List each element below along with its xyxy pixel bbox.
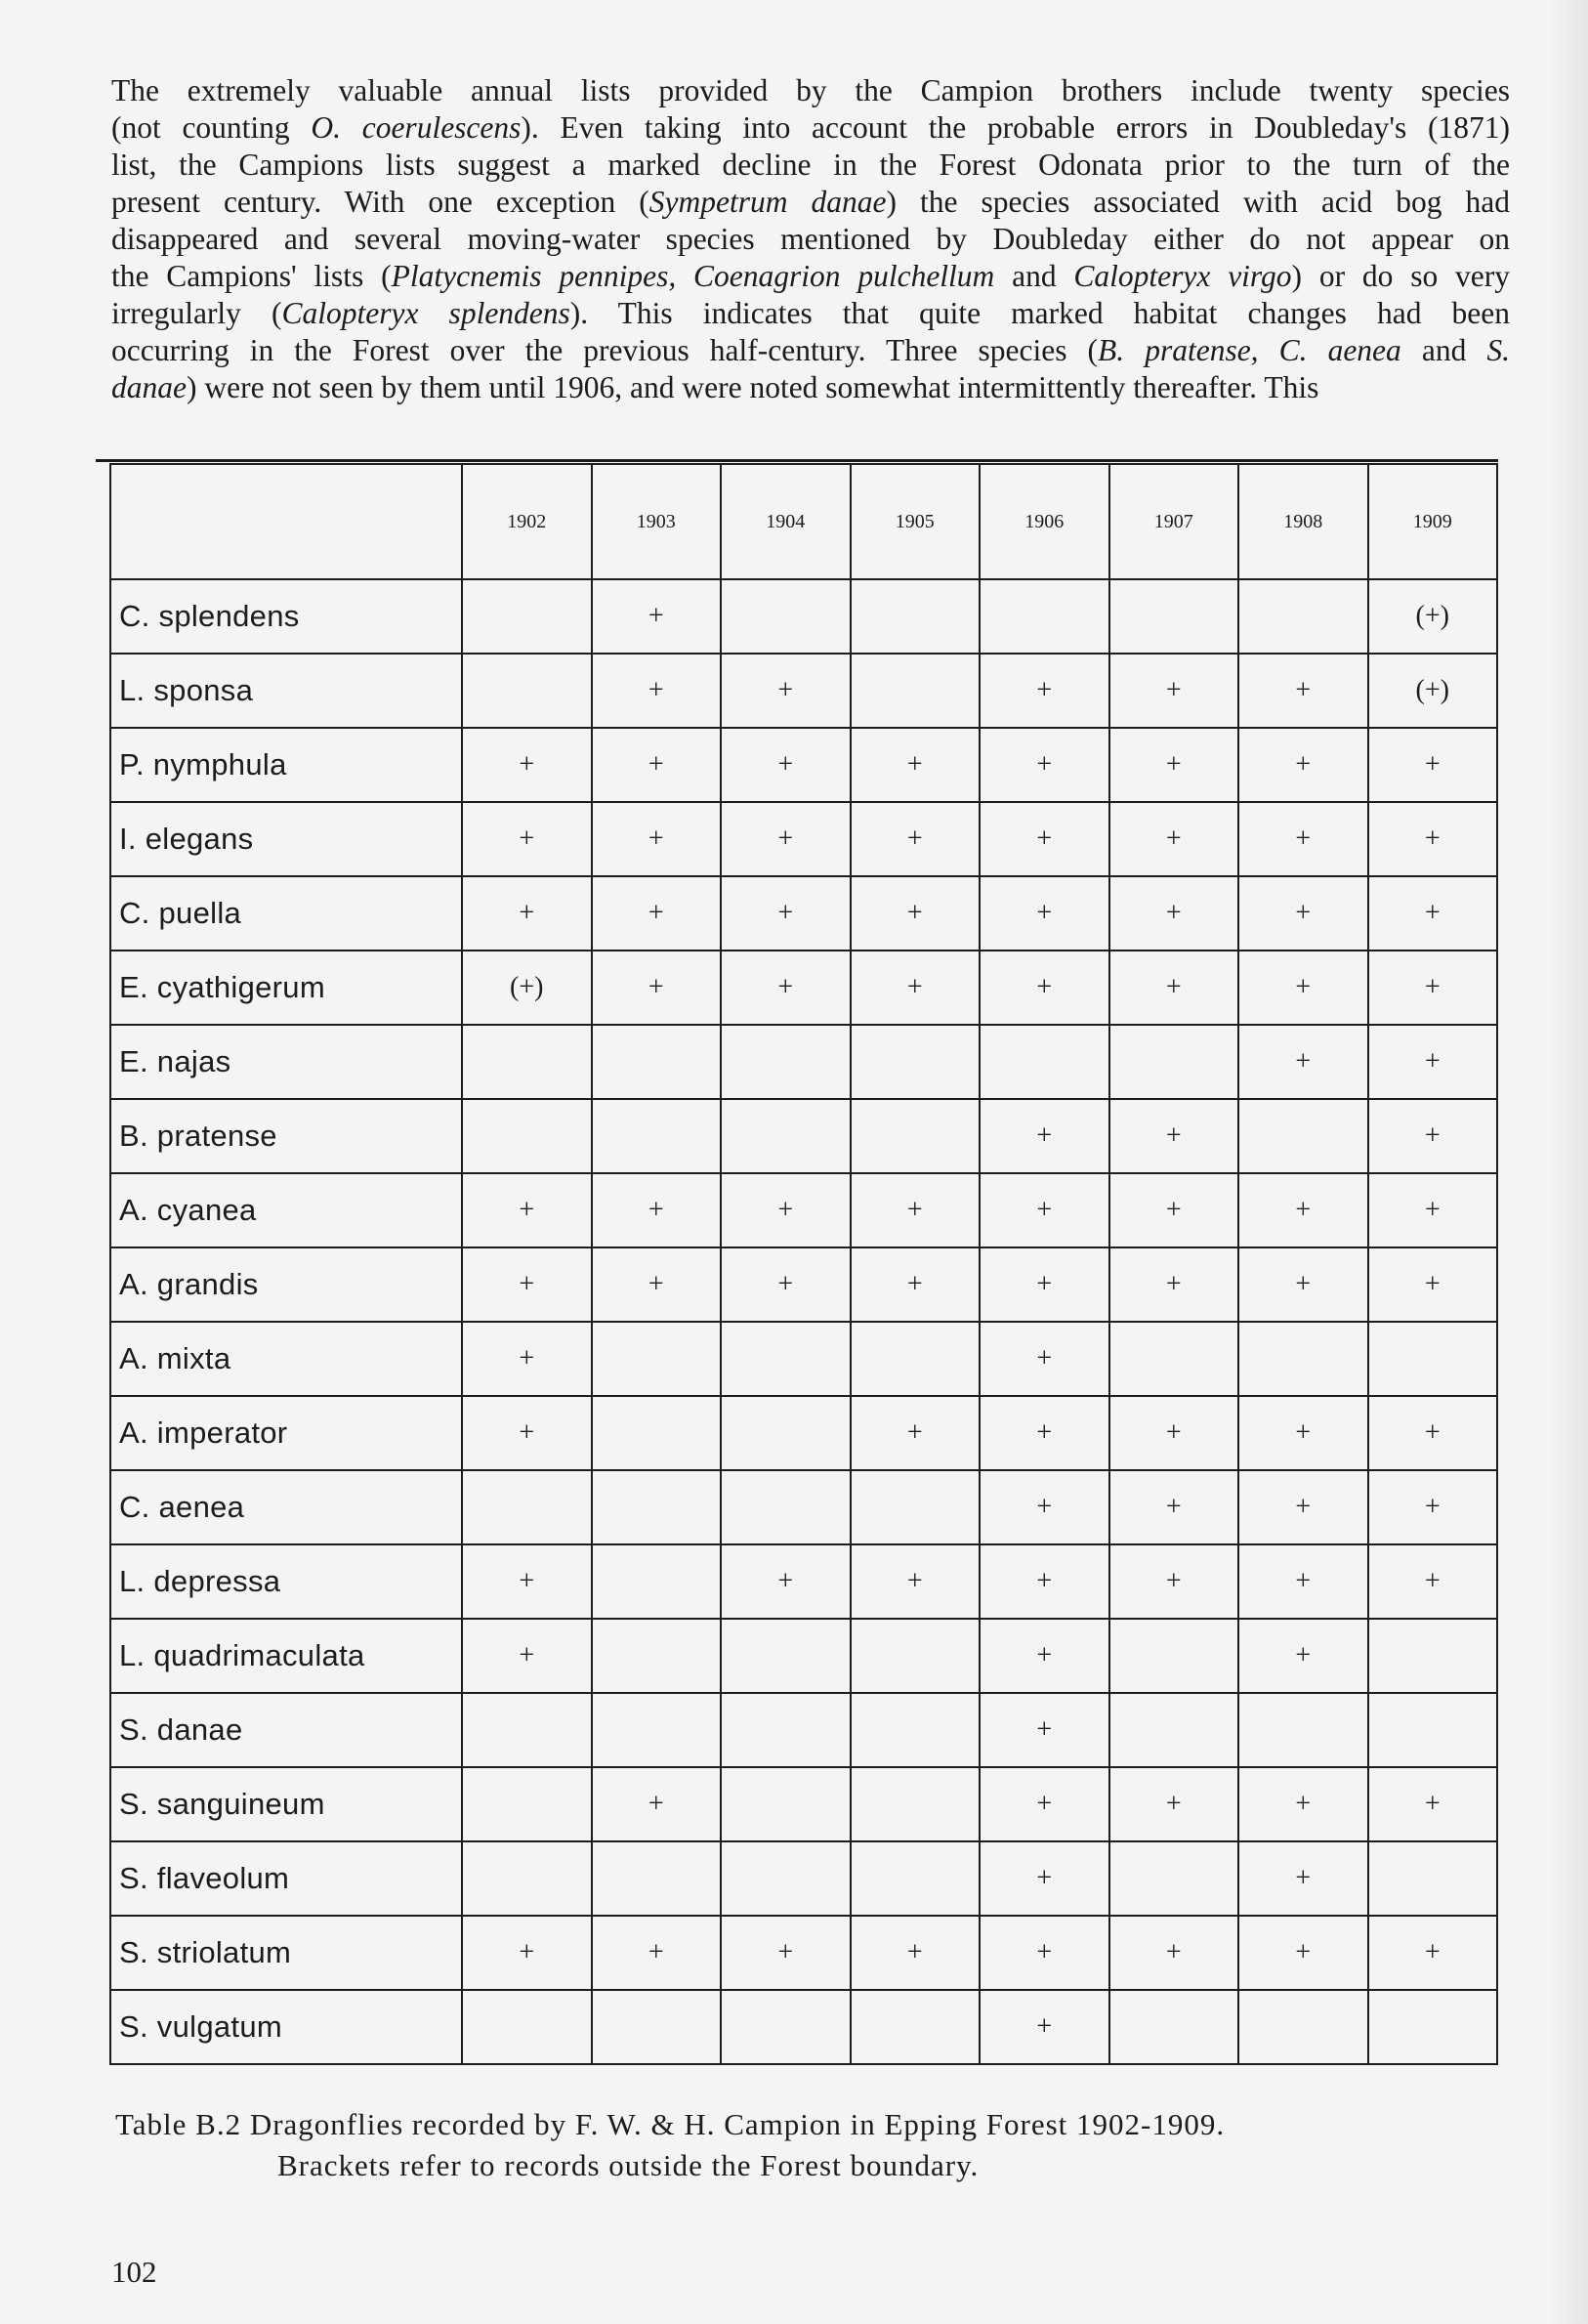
table-row	[110, 1916, 1497, 1990]
record-cell	[592, 1693, 722, 1767]
record-cell: +	[1109, 1173, 1239, 1247]
table-row	[110, 1322, 1497, 1396]
record-cell	[1238, 1099, 1368, 1173]
record-cell	[1368, 1619, 1498, 1693]
record-cell: +	[1109, 728, 1239, 802]
record-cell: +	[721, 1916, 851, 1990]
record-cell	[851, 1322, 981, 1396]
record-cell: +	[1238, 1767, 1368, 1841]
record-cell: +	[1238, 1841, 1368, 1916]
record-cell: +	[1109, 654, 1239, 728]
record-cell	[980, 579, 1109, 654]
record-cell	[462, 579, 592, 654]
record-cell	[462, 1470, 592, 1544]
record-cell: +	[462, 1322, 592, 1396]
record-cell: +	[1109, 1544, 1239, 1619]
record-cell: +	[1238, 1025, 1368, 1099]
record-cell: +	[462, 802, 592, 876]
record-cell: +	[980, 1099, 1109, 1173]
record-cell	[592, 1470, 722, 1544]
record-cell: +	[980, 951, 1109, 1025]
species-name: L. depressa	[110, 1544, 462, 1619]
body-paragraph	[111, 72, 1510, 406]
record-cell: +	[980, 1470, 1109, 1544]
record-cell	[721, 1990, 851, 2064]
record-cell: +	[1368, 1247, 1498, 1322]
header-year-1903: 1903	[592, 464, 722, 579]
table-row	[110, 579, 1497, 654]
header-year-1902: 1902	[462, 464, 592, 579]
record-cell	[1368, 1693, 1498, 1767]
record-cell	[462, 1841, 592, 1916]
record-cell	[1238, 579, 1368, 654]
record-cell: +	[851, 876, 981, 951]
record-cell: +	[1368, 1916, 1498, 1990]
record-cell: +	[851, 1247, 981, 1322]
record-cell: +	[980, 1322, 1109, 1396]
table-row	[110, 1470, 1497, 1544]
species-name: C. puella	[110, 876, 462, 951]
table-row	[110, 654, 1497, 728]
record-cell: +	[980, 1990, 1109, 2064]
record-cell	[1238, 1693, 1368, 1767]
caption-line-2: Brackets refer to records outside the Forest boundary.	[277, 2148, 980, 2182]
record-cell: +	[980, 1767, 1109, 1841]
record-cell	[462, 1767, 592, 1841]
table-row	[110, 1247, 1497, 1322]
record-cell: +	[1238, 1396, 1368, 1470]
species-name: S. striolatum	[110, 1916, 462, 1990]
paragraph-line: (not counting O. coerulescens). Even taking into account the probable errors in Doubleday's (1871)	[111, 110, 1510, 145]
record-cell: +	[1109, 802, 1239, 876]
record-cell: +	[1109, 951, 1239, 1025]
table-row	[110, 1767, 1497, 1841]
record-cell: +	[1238, 1247, 1368, 1322]
record-cell: +	[1238, 802, 1368, 876]
record-cell	[1109, 579, 1239, 654]
table-body	[110, 579, 1497, 2064]
record-cell: +	[980, 802, 1109, 876]
table-row	[110, 1841, 1497, 1916]
record-cell: +	[1368, 1544, 1498, 1619]
record-cell	[721, 1322, 851, 1396]
record-cell	[851, 1841, 981, 1916]
record-cell: +	[721, 728, 851, 802]
species-name: A. imperator	[110, 1396, 462, 1470]
species-name: E. najas	[110, 1025, 462, 1099]
paragraph-line: The extremely valuable annual lists provided by the Campion brothers include twenty species	[111, 73, 1510, 107]
species-name: A. mixta	[110, 1322, 462, 1396]
record-cell: +	[851, 802, 981, 876]
record-cell: +	[851, 728, 981, 802]
record-cell: +	[462, 1619, 592, 1693]
record-cell	[1109, 1990, 1239, 2064]
record-cell	[592, 1544, 722, 1619]
record-cell	[721, 1767, 851, 1841]
record-cell: +	[1109, 1247, 1239, 1322]
record-cell: +	[1238, 1470, 1368, 1544]
species-name: B. pratense	[110, 1099, 462, 1173]
table-row	[110, 951, 1497, 1025]
record-cell	[721, 1396, 851, 1470]
record-cell: +	[980, 1396, 1109, 1470]
record-cell: +	[1238, 1544, 1368, 1619]
record-cell	[1368, 1322, 1498, 1396]
record-cell	[462, 1990, 592, 2064]
record-cell: +	[980, 1619, 1109, 1693]
record-cell: +	[592, 1916, 722, 1990]
record-cell: +	[851, 1544, 981, 1619]
paragraph-line: danae) were not seen by them until 1906, and were noted somewhat intermittently thereafter. This	[111, 370, 1319, 404]
table-caption	[115, 2104, 1522, 2186]
table-row	[110, 1990, 1497, 2064]
paragraph-line: disappeared and several moving-water species mentioned by Doubleday either do not appear on	[111, 222, 1510, 256]
record-cell	[721, 1025, 851, 1099]
record-cell	[1368, 1990, 1498, 2064]
record-cell: +	[592, 1173, 722, 1247]
record-cell: +	[1368, 1025, 1498, 1099]
record-cell	[592, 1990, 722, 2064]
paragraph-line: irregularly (Calopteryx splendens). This indicates that quite marked habitat changes had been	[111, 296, 1511, 330]
record-cell: +	[1368, 802, 1498, 876]
record-cell: +	[1109, 1916, 1239, 1990]
record-cell	[721, 1470, 851, 1544]
record-cell: +	[1368, 1767, 1498, 1841]
species-name: S. vulgatum	[110, 1990, 462, 2064]
record-cell: +	[592, 876, 722, 951]
record-cell: +	[1368, 1470, 1498, 1544]
record-cell	[1238, 1990, 1368, 2064]
species-name: I. elegans	[110, 802, 462, 876]
species-name: C. splendens	[110, 579, 462, 654]
record-cell: +	[721, 1544, 851, 1619]
record-cell	[851, 1099, 981, 1173]
species-name: A. grandis	[110, 1247, 462, 1322]
record-cell: +	[1238, 876, 1368, 951]
record-cell	[851, 1619, 981, 1693]
record-cell	[462, 1693, 592, 1767]
record-cell: +	[851, 1396, 981, 1470]
record-cell: +	[721, 654, 851, 728]
record-cell: +	[721, 802, 851, 876]
caption-line-1: Table B.2 Dragonflies recorded by F. W. & H. Campion in Epping Forest 1902-1909.	[115, 2107, 1226, 2141]
record-cell: +	[980, 1916, 1109, 1990]
record-cell: +	[980, 876, 1109, 951]
record-cell: +	[1368, 1173, 1498, 1247]
record-cell	[592, 1396, 722, 1470]
record-cell: +	[1368, 728, 1498, 802]
record-cell: +	[1368, 876, 1498, 951]
table-row	[110, 1544, 1497, 1619]
paragraph-line: list, the Campions lists suggest a marked decline in the Forest Odonata prior to the turn of the	[111, 148, 1510, 182]
species-name: C. aenea	[110, 1470, 462, 1544]
record-cell: +	[592, 579, 722, 654]
record-cell: +	[1109, 876, 1239, 951]
table-row	[110, 1619, 1497, 1693]
record-cell	[851, 1025, 981, 1099]
paragraph-line: present century. With one exception (Sympetrum danae) the species associated with acid bog had	[111, 185, 1511, 219]
record-cell	[1109, 1841, 1239, 1916]
species-name: A. cyanea	[110, 1173, 462, 1247]
record-cell: +	[1238, 654, 1368, 728]
table-row	[110, 802, 1497, 876]
header-year-1909: 1909	[1368, 464, 1498, 579]
record-cell	[721, 1619, 851, 1693]
record-cell: +	[1109, 1767, 1239, 1841]
record-cell	[592, 1025, 722, 1099]
record-cell: +	[721, 1173, 851, 1247]
record-cell: +	[592, 1767, 722, 1841]
record-cell: +	[462, 1916, 592, 1990]
header-year-1904: 1904	[721, 464, 851, 579]
record-cell	[592, 1099, 722, 1173]
record-cell	[721, 579, 851, 654]
table-top-rule	[96, 459, 1498, 462]
record-cell: +	[462, 728, 592, 802]
species-name: P. nymphula	[110, 728, 462, 802]
record-cell: +	[721, 951, 851, 1025]
record-cell	[1109, 1693, 1239, 1767]
record-cell	[1238, 1322, 1368, 1396]
record-cell	[980, 1025, 1109, 1099]
record-cell: +	[462, 1173, 592, 1247]
record-cell: (+)	[1368, 654, 1498, 728]
record-cell	[592, 1841, 722, 1916]
record-cell: +	[721, 1247, 851, 1322]
record-cell: +	[462, 1247, 592, 1322]
table-row	[110, 1396, 1497, 1470]
record-cell	[721, 1693, 851, 1767]
record-cell	[851, 579, 981, 654]
record-cell: +	[1368, 1396, 1498, 1470]
record-cell	[851, 1767, 981, 1841]
species-name: E. cyathigerum	[110, 951, 462, 1025]
record-cell	[1368, 1841, 1498, 1916]
record-cell: +	[980, 1841, 1109, 1916]
record-cell: +	[1368, 1099, 1498, 1173]
record-cell: +	[1238, 1173, 1368, 1247]
record-cell	[851, 1990, 981, 2064]
species-name: S. sanguineum	[110, 1767, 462, 1841]
record-cell: +	[592, 728, 722, 802]
record-cell	[1109, 1322, 1239, 1396]
record-cell: +	[980, 654, 1109, 728]
record-cell	[1109, 1025, 1239, 1099]
record-cell: +	[1109, 1470, 1239, 1544]
record-cell: +	[462, 1396, 592, 1470]
header-year-1906: 1906	[980, 464, 1109, 579]
record-cell: +	[1238, 1619, 1368, 1693]
header-species-cell	[110, 464, 462, 579]
paragraph-line: the Campions' lists (Platycnemis pennipes, Coenagrion pulchellum and Calopteryx virgo) or do so very	[111, 259, 1510, 293]
record-cell: +	[462, 876, 592, 951]
record-cell: +	[592, 802, 722, 876]
record-cell: +	[980, 1173, 1109, 1247]
record-cell: +	[592, 951, 722, 1025]
record-cell: +	[851, 1173, 981, 1247]
record-cell: +	[1109, 1099, 1239, 1173]
record-cell	[851, 654, 981, 728]
record-cell	[721, 1841, 851, 1916]
page-number: 102	[111, 2255, 157, 2289]
record-cell: +	[1368, 951, 1498, 1025]
record-cell: +	[462, 1544, 592, 1619]
record-cell: +	[1109, 1396, 1239, 1470]
record-cell: +	[592, 654, 722, 728]
record-cell	[1109, 1619, 1239, 1693]
table-row	[110, 1173, 1497, 1247]
record-cell: +	[592, 1247, 722, 1322]
record-cell: +	[851, 951, 981, 1025]
table-row	[110, 1025, 1497, 1099]
record-cell: +	[721, 876, 851, 951]
record-cell: (+)	[462, 951, 592, 1025]
record-cell	[592, 1619, 722, 1693]
record-cell: +	[1238, 951, 1368, 1025]
species-name: S. danae	[110, 1693, 462, 1767]
table-header-row	[110, 464, 1497, 579]
table-row	[110, 728, 1497, 802]
record-cell	[462, 1099, 592, 1173]
record-cell: +	[980, 728, 1109, 802]
header-year-1905: 1905	[851, 464, 981, 579]
record-cell: +	[1238, 1916, 1368, 1990]
record-cell	[851, 1693, 981, 1767]
species-name: L. quadrimaculata	[110, 1619, 462, 1693]
table-row	[110, 1099, 1497, 1173]
record-cell	[592, 1322, 722, 1396]
species-name: L. sponsa	[110, 654, 462, 728]
record-cell: (+)	[1368, 579, 1498, 654]
record-cell: +	[980, 1693, 1109, 1767]
page-edge-shadow	[1549, 0, 1588, 2324]
table-row	[110, 1693, 1497, 1767]
species-name: S. flaveolum	[110, 1841, 462, 1916]
record-cell: +	[980, 1544, 1109, 1619]
dragonfly-table	[109, 459, 1500, 2046]
table-row	[110, 876, 1497, 951]
record-cell	[851, 1470, 981, 1544]
header-year-1907: 1907	[1109, 464, 1239, 579]
record-cell: +	[1238, 728, 1368, 802]
paragraph-line: occurring in the Forest over the previous half-century. Three species (B. pratense, C. aenea and S.	[111, 333, 1511, 367]
header-year-1908: 1908	[1238, 464, 1368, 579]
record-cell: +	[980, 1247, 1109, 1322]
record-cell: +	[851, 1916, 981, 1990]
record-cell	[462, 654, 592, 728]
record-cell	[721, 1099, 851, 1173]
records-grid	[109, 463, 1498, 2065]
record-cell	[462, 1025, 592, 1099]
